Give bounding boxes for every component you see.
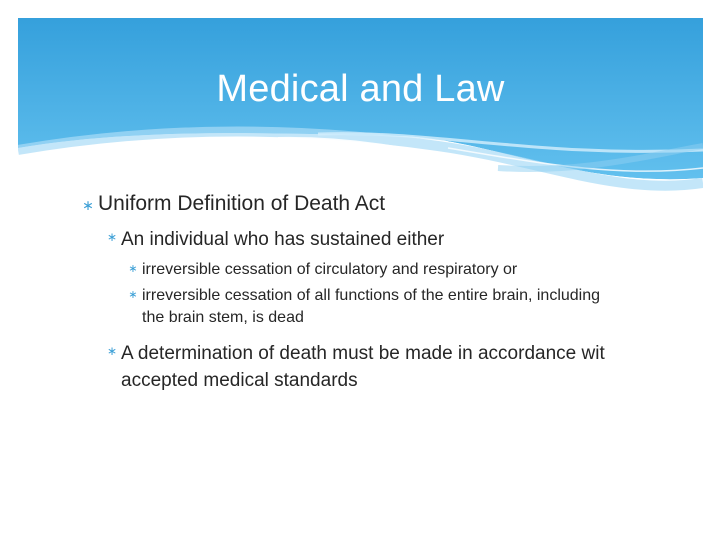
bullet-text: A determination of death must be made in accordance wit accepted medical standards bbox=[121, 343, 605, 391]
bullet-text: An individual who has sustained either bbox=[121, 229, 445, 250]
bullet-level2 bbox=[103, 226, 641, 253]
bullet-star-icon: ∗ bbox=[82, 197, 94, 213]
bullet-star-icon: ∗ bbox=[106, 230, 118, 244]
slide-title: Medical and Law bbox=[216, 68, 505, 110]
bullet-star-icon: ∗ bbox=[128, 289, 138, 301]
bullet-text: irreversible cessation of all functions of the entire brain, including the brain stem, is dead bbox=[142, 287, 601, 326]
bullet-level3 bbox=[124, 285, 622, 329]
bullet-level3 bbox=[124, 259, 622, 281]
bullet-level2 bbox=[103, 340, 641, 394]
bullet-level1 bbox=[78, 192, 385, 216]
bullet-text: Uniform Definition of Death Act bbox=[98, 192, 386, 215]
bullet-text: irreversible cessation of circulatory and respiratory or bbox=[142, 261, 518, 278]
bullet-star-icon: ∗ bbox=[106, 344, 118, 358]
bullet-star-icon: ∗ bbox=[128, 263, 138, 275]
